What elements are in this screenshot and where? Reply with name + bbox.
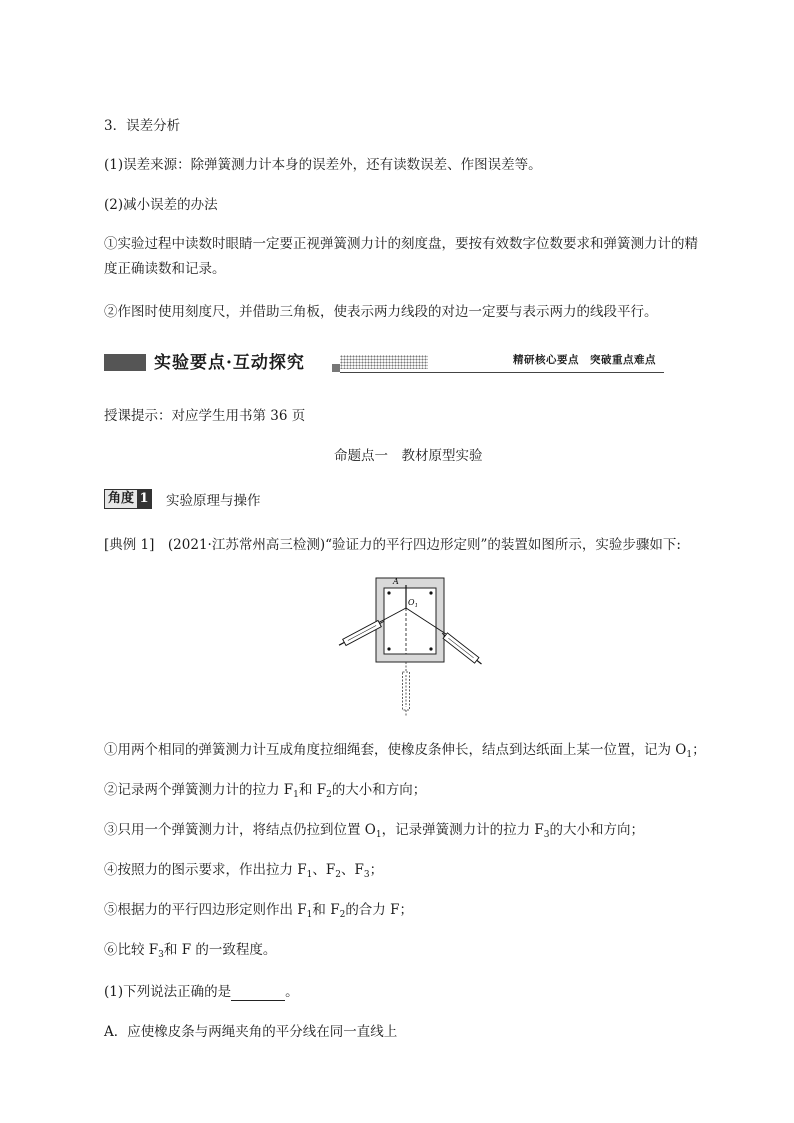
pin <box>387 647 390 650</box>
reduce-item-1: ①实验过程中读数时眼睛一定要正视弹簧测力计的刻度盘，要按有效数字位数要求和弹簧测力计的精度正确读数和记录。 <box>104 236 698 277</box>
option-a: A．应使橡皮条与两绳夹角的平分线在同一直线上 <box>104 1024 398 1040</box>
pin <box>387 591 390 594</box>
angle-badge-text: 角度 <box>108 491 135 506</box>
error-source-text: (1)误差来源：除弹簧测力计本身的误差外，还有读数误差、作图误差等。 <box>104 157 542 173</box>
right-spring-scale <box>440 630 484 666</box>
banner-square <box>332 364 340 372</box>
question-1: (1)下列说法正确的是 。 <box>104 984 299 1000</box>
example-intro: [典例 1] (2021·江苏常州高三检测)“验证力的平行四边形定则”的装置如图所示，实验步骤如下: <box>104 537 681 553</box>
label-A: A <box>393 577 399 586</box>
angle-heading <box>104 489 261 509</box>
step-6: ⑥比较 $F_3$和 F 的一致程度。 <box>104 942 277 960</box>
section-title: 实验要点·互动探究 <box>154 353 305 373</box>
section-banner <box>104 351 664 375</box>
section-subtitle: 精研核心要点 突破重点难点 <box>513 354 656 366</box>
step-2: ②记录两个弹簧测力计的拉力 $F_1$和 $F_2$的大小和方向； <box>104 782 427 800</box>
banner-dots <box>340 355 428 369</box>
label-O1: $O_1$ <box>408 598 419 609</box>
step-1: ①用两个相同的弹簧测力计互成角度拉细绳套，使橡皮条伸长，结点到达纸面上某一位置，记为 $O_1$； <box>104 742 706 760</box>
reduce-item-2: ②作图时使用刻度尺，并借助三角板，使表示两力线段的对边一定要与表示两力的线段平行。 <box>104 304 658 320</box>
pin <box>429 647 432 650</box>
reduce-error-heading: (2)减小误差的办法 <box>104 197 218 213</box>
banner-block <box>104 354 146 371</box>
angle-label: 实验原理与操作 <box>166 493 261 509</box>
experiment-apparatus-figure <box>336 572 486 720</box>
step-5: ⑤根据力的平行四边形定则作出 $F_1$和 $F_2$的合力 F； <box>104 902 413 920</box>
step-4: ④按照力的图示要求，作出拉力 $F_1$、$F_2$、$F_3$； <box>104 862 384 880</box>
angle-badge <box>104 489 152 509</box>
answer-blank[interactable] <box>231 986 285 1001</box>
banner-rule <box>340 372 664 373</box>
lesson-hint: 授课提示：对应学生用书第 36 页 <box>104 408 306 424</box>
vertical-spring-scale-dashed <box>403 662 410 716</box>
pin <box>429 591 432 594</box>
topic-heading: 命题点一 教材原型实验 <box>334 448 483 464</box>
step-3: ③只用一个弹簧测力计，将结点仍拉到位置 $O_1$，记录弹簧测力计的拉力 $F_3$的大小和方向； <box>104 822 644 840</box>
angle-badge-number: 1 <box>137 490 151 508</box>
error-analysis-heading: 3．误差分析 <box>104 118 181 134</box>
